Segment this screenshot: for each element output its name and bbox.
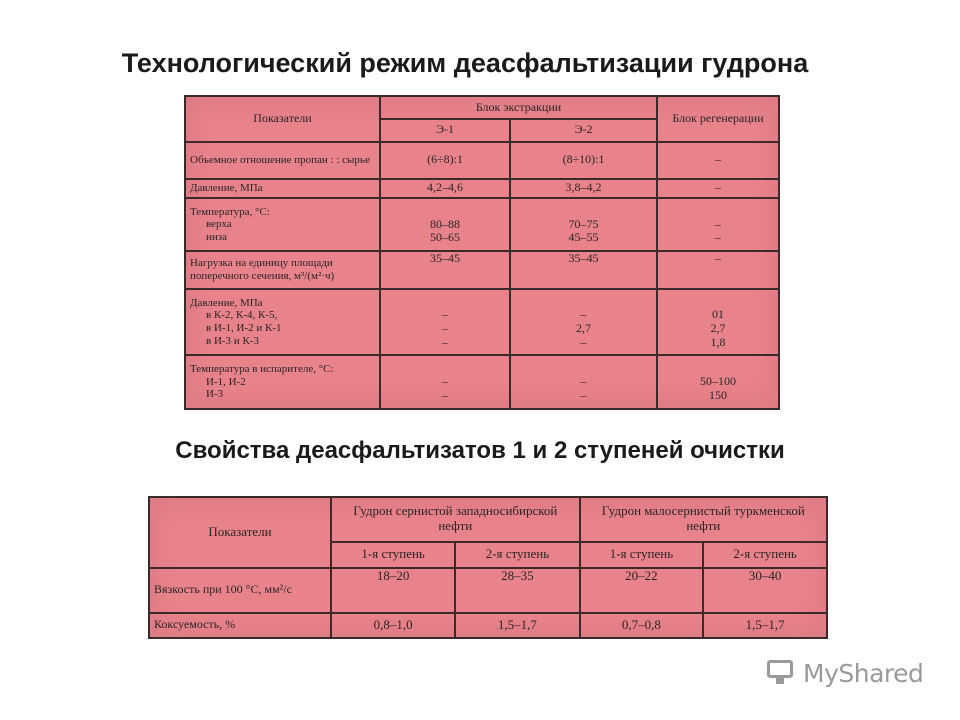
row-sublabel: верха — [206, 218, 232, 231]
cell-value: – — [442, 387, 449, 402]
header-indicators: Показатели — [149, 497, 331, 568]
cell-value: 30–40 — [703, 568, 827, 613]
cell-e2 — [510, 355, 657, 409]
cell-value: – — [442, 320, 449, 335]
row-label — [185, 289, 380, 355]
table-header-row — [185, 96, 779, 119]
row-label: Объемное отношение пропан : : сырье — [185, 142, 380, 179]
cell-value: – — [715, 230, 721, 245]
table-row — [149, 613, 827, 638]
header-stage-1: 1-я ступень — [331, 542, 455, 568]
header-stage-2: 2-я ступень — [455, 542, 579, 568]
deasphaltizate-properties-table — [148, 496, 828, 639]
cell-value: 45–55 — [568, 230, 599, 245]
row-label-main: Температура, °С: — [190, 205, 270, 218]
cell-regen — [657, 198, 779, 252]
cell-value: – — [442, 374, 449, 389]
table-row — [185, 251, 779, 288]
row-sublabel: в И-3 и К-3 — [206, 334, 259, 347]
header-turkmen: Гудрон малосернистый туркменской нефти — [580, 497, 827, 542]
cell-value: 80–88 — [430, 216, 461, 231]
cell-e2: 35–45 — [510, 251, 657, 288]
header-extraction-block: Блок экстракции — [380, 96, 657, 119]
header-stage-1: 1-я ступень — [580, 542, 704, 568]
cell-value: 1,5–1,7 — [455, 613, 579, 638]
table-row — [185, 289, 779, 355]
row-label — [185, 198, 380, 252]
cell-e2 — [510, 289, 657, 355]
cell-value: – — [580, 387, 587, 402]
header-e1: Э-1 — [380, 119, 510, 142]
cell-regen: – — [657, 179, 779, 198]
row-label — [185, 355, 380, 409]
row-sublabel: И-1, И-2 — [206, 375, 246, 388]
cell-value: 01 — [712, 307, 724, 322]
header-west-siberian: Гудрон сернистой западносибирской нефти — [331, 497, 580, 542]
cell-value: 1,5–1,7 — [703, 613, 827, 638]
header-regeneration-block: Блок регенерации — [657, 96, 779, 142]
cell-value: – — [580, 307, 587, 322]
cell-regen: – — [657, 142, 779, 179]
cell-value: 50–100 — [700, 374, 736, 389]
header-stage-2: 2-я ступень — [703, 542, 827, 568]
cell-value: 0,7–0,8 — [580, 613, 704, 638]
table-header-row — [149, 497, 827, 542]
cell-value: 20–22 — [580, 568, 704, 613]
row-sublabel: И-3 — [206, 388, 224, 401]
table-row — [149, 568, 827, 613]
cell-e1: (6÷8):1 — [380, 142, 510, 179]
row-sublabel: в К-2, К-4, К-5, — [206, 309, 278, 322]
cell-value: 28–35 — [455, 568, 579, 613]
cell-value: – — [715, 216, 721, 231]
table-row — [185, 142, 779, 179]
table-row — [185, 179, 779, 198]
cell-value: 2,7 — [576, 320, 592, 335]
cell-e2: 3,8–4,2 — [510, 179, 657, 198]
slide-title-secondary: Свойства деасфальтизатов 1 и 2 ступеней очистки — [175, 437, 785, 464]
header-indicators: Показатели — [185, 96, 380, 142]
cell-e1 — [380, 198, 510, 252]
row-sublabel: в И-1, И-2 и К-1 — [206, 321, 282, 334]
row-label: Нагрузка на единицу площади поперечного сечения, м³/(м²·ч) — [185, 251, 380, 288]
cell-e1: 4,2–4,6 — [380, 179, 510, 198]
cell-e1 — [380, 355, 510, 409]
row-label: Давление, МПа — [185, 179, 380, 198]
row-label: Коксуемость, % — [149, 613, 331, 638]
deasphalting-mode-table — [184, 95, 780, 410]
header-e2: Э-2 — [510, 119, 657, 142]
cell-value: – — [580, 334, 587, 349]
cell-regen — [657, 355, 779, 409]
cell-e1: 35–45 — [380, 251, 510, 288]
cell-e2: (8÷10):1 — [510, 142, 657, 179]
logo-text: MyShared — [803, 658, 924, 688]
cell-value: – — [580, 374, 587, 389]
cell-regen — [657, 289, 779, 355]
cell-e1 — [380, 289, 510, 355]
cell-value: 1,8 — [710, 334, 726, 349]
row-label-main: Давление, МПа — [190, 296, 263, 309]
cell-value: 70–75 — [568, 216, 599, 231]
table-row — [185, 355, 779, 409]
cell-value: 0,8–1,0 — [331, 613, 455, 638]
cell-regen: – — [657, 251, 779, 288]
cell-value: – — [442, 334, 449, 349]
cell-e2 — [510, 198, 657, 252]
cell-value: 50–65 — [430, 230, 461, 245]
cell-value: 18–20 — [331, 568, 455, 613]
row-sublabel: низа — [206, 230, 228, 243]
cell-value: 150 — [709, 387, 727, 402]
monitor-icon — [767, 660, 797, 686]
row-label-main: Температура в испарителе, °С: — [190, 363, 334, 376]
myshared-logo — [767, 656, 923, 690]
cell-value: 2,7 — [710, 320, 726, 335]
cell-value: – — [442, 307, 449, 322]
row-label: Вязкость при 100 °С, мм²/с — [149, 568, 331, 613]
slide-title-main: Технологический режим деасфальтизации гудрона — [121, 48, 809, 78]
table-row — [185, 198, 779, 252]
